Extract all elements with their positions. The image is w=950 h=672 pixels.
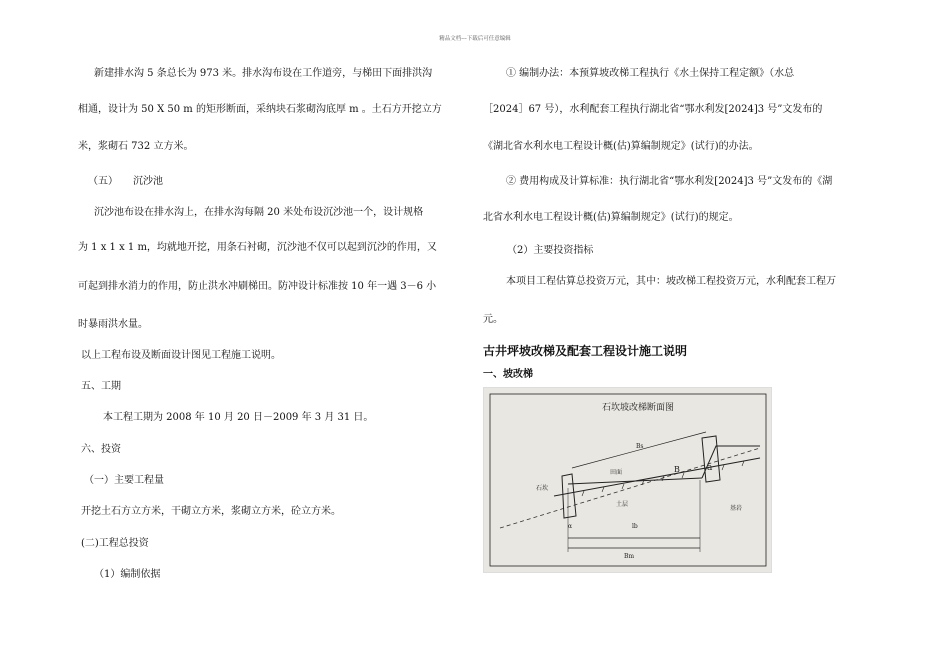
page-header: 精品文档---下载后可任意编辑 bbox=[439, 36, 511, 42]
paragraph-line: 以上工程布设及断面设计图见工程施工说明。 bbox=[81, 350, 281, 361]
paragraph-line: 本工程工期为 2008 年 10 月 20 日－2009 年 3 月 31 日。 bbox=[103, 412, 374, 423]
section-heading: （1）编制依据 bbox=[94, 569, 161, 580]
paragraph-line: 北省水利水电工程设计概(估)算编制规定》(试行)的规定。 bbox=[483, 212, 739, 223]
terrace-diagram bbox=[484, 388, 771, 572]
terrace-section-figure bbox=[483, 387, 772, 573]
paragraph-line: 可起到排水消力的作用，防止洪水冲刷梯田。防冲设计标准按 10 年一遇 3－6 小 bbox=[78, 281, 437, 292]
paragraph-line: 元。 bbox=[483, 314, 503, 325]
section-heading: （五） 沉沙池 bbox=[88, 176, 163, 187]
label-b: B bbox=[674, 465, 680, 474]
paragraph-line: 时暴雨洪水量。 bbox=[78, 319, 148, 330]
figure-title: 石坎坡改梯断面图 bbox=[602, 403, 675, 413]
paragraph-line: ① 编制办法：本预算坡改梯工程执行《水土保持工程定额》（水总 bbox=[506, 68, 795, 79]
paragraph-line: 开挖土石方立方米，干砌立方米，浆砌立方米，砼立方米。 bbox=[81, 506, 341, 517]
label-lb: lb bbox=[632, 523, 638, 530]
paragraph-line: 米，浆砌石 732 立方米。 bbox=[78, 141, 194, 152]
paragraph-line: 为 1 x 1 x 1 m，均就地开挖，用条石衬砌，沉沙池不仅可以起到沉沙的作用，又 bbox=[78, 242, 437, 253]
label-bs: Bs bbox=[636, 443, 644, 450]
section-heading: 五、工期 bbox=[81, 381, 121, 392]
label-alpha: α bbox=[568, 523, 573, 530]
label-a: a bbox=[707, 463, 713, 473]
section-heading: (二)工程总投资 bbox=[81, 538, 149, 549]
section-heading: （一）主要工程量 bbox=[84, 475, 164, 486]
label-tu: 土层 bbox=[616, 501, 629, 508]
label-bm: Bm bbox=[624, 553, 635, 560]
paragraph-line: 《湖北省水利水电工程设计概(估)算编制规定》(试行)的办法。 bbox=[483, 141, 759, 152]
label-jiyan: 基岩 bbox=[730, 505, 743, 512]
section-heading: 六、投资 bbox=[81, 444, 121, 455]
subsection-title: 一、坡改梯 bbox=[483, 369, 533, 380]
document-section-title: 古井坪坡改梯及配套工程设计施工说明 bbox=[483, 344, 688, 358]
label-shikan: 石坎 bbox=[536, 485, 549, 492]
paragraph-line: 相通，设计为 50 X 50 m 的矩形断面，采纳块石浆砌沟底厚 m 。土石方开挖立方 bbox=[78, 104, 442, 115]
label-tianmian: 田面 bbox=[610, 469, 623, 476]
paragraph-line: 新建排水沟 5 条总长为 973 米。排水沟布设在工作道旁，与梯田下面排洪沟 bbox=[94, 68, 433, 79]
paragraph-line: ［2024］67 号），水利配套工程执行湖北省“鄂水利发[2024]3 号”文发布的 bbox=[483, 104, 823, 115]
paragraph-line: ② 费用构成及计算标准：执行湖北省“鄂水利发[2024]3 号”文发布的《湖 bbox=[506, 176, 833, 187]
paragraph-line: 沉沙池布设在排水沟上，在排水沟每隔 20 米处布设沉沙池一个，设计规格 bbox=[94, 207, 424, 218]
section-heading: （2）主要投资指标 bbox=[507, 245, 594, 256]
paragraph-line: 本项目工程估算总投资万元，其中：坡改梯工程投资万元，水利配套工程万 bbox=[506, 276, 836, 287]
